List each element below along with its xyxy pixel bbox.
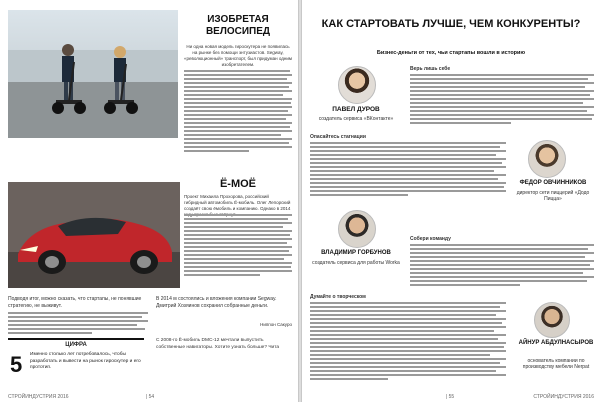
avatar-gorbunov	[338, 210, 376, 248]
subhead: Бизнес-деньги от тех, чьи стартапы вошли в историю	[376, 50, 526, 56]
right-footer: СТРОЙИНДУСТРИЯ 2016	[533, 394, 594, 400]
section-title-4: Думайте о творческом	[310, 294, 366, 300]
quote-author: Ниппон Сакуро	[260, 322, 292, 327]
article1-lead: Ни одна новая модель гироскутера не появилась на рынке без помощи энтузиастов. Segway, «революционный» транспорт, был придуман одним изобретателем.	[184, 44, 292, 67]
article1-title: ИЗОБРЕТАЯ ВЕЛОСИПЕД	[205, 14, 271, 37]
article2-title: Ё-МОЁ	[219, 178, 257, 190]
avatar-abdulnasyrov	[534, 302, 570, 338]
cifra-box	[8, 338, 144, 390]
cifra-heading: ЦИФРА	[65, 342, 87, 348]
cifra-text: Именно столько лет потребовалось, чтобы разработать и вывести на рынок гироскутер и его прототип.	[30, 352, 141, 370]
article1-body	[184, 70, 292, 176]
person-name: ФЕДОР ОВЧИННИКОВ	[519, 180, 587, 186]
section-title-3: Собери команду	[410, 236, 451, 242]
person-name: ПАВЕЛ ДУРОВ	[332, 106, 380, 113]
bottom-right-text: С 2008-го Ё-мобиль DMC-12 мечтали выпустить собственные навигаторы. Хотите узнать больше? Чита	[156, 338, 280, 350]
section1-body	[410, 74, 594, 128]
person-role: создатель сервиса для работы Worka	[312, 260, 400, 266]
section4-body	[310, 302, 506, 386]
person-role: основатель компании по производству мебели Nerpat	[522, 358, 590, 370]
section2-body	[310, 142, 506, 198]
person-role: создатель сервиса «ВКонтакте»	[318, 116, 394, 122]
article2-lead: Проект Михаила Прохорова, российский гибридный автомобиль Ё-мобиль. Олег Лепорский создаёт свою ёмобиль и компанию. Однако в 2014	[184, 194, 291, 211]
left-page-number: | 54	[145, 394, 155, 400]
section-title-2: Опасайтесь стагнации	[310, 134, 366, 140]
segway-photo	[8, 10, 178, 138]
headline: КАК СТАРТОВАТЬ ЛУЧШЕ, ЧЕМ КОНКУРЕНТЫ?	[321, 18, 581, 30]
person-name: ВЛАДИМИР ГОРБУНОВ	[321, 250, 391, 256]
section3-body	[410, 244, 594, 290]
bottom-middle-text: В 2014 м состоялись и вложения компании Segway. Дмитрий Хозяинов сохранил собранные деньги.	[156, 296, 277, 309]
avatar-durov	[338, 66, 376, 104]
section-title-1: Верь лишь себе	[410, 66, 451, 72]
bottom-left-text: Подводя итог, можно сказать, что стартапы, не понявшие стратегию, не выживут.	[8, 296, 142, 309]
person-role: директор сети пиццерий «Додо Пицца»	[516, 190, 590, 202]
avatar-ovchinnikov	[528, 140, 566, 178]
person-name: АЙНУР АБДУЛНАСЫРОВ	[518, 340, 594, 346]
right-page-number: | 55	[445, 394, 455, 400]
car-photo	[8, 182, 180, 288]
cifra-number: 5	[10, 352, 23, 377]
left-footer: СТРОЙИНДУСТРИЯ 2016	[8, 394, 69, 400]
left-page	[0, 0, 298, 402]
article2-body	[184, 214, 292, 284]
right-page	[302, 0, 600, 402]
